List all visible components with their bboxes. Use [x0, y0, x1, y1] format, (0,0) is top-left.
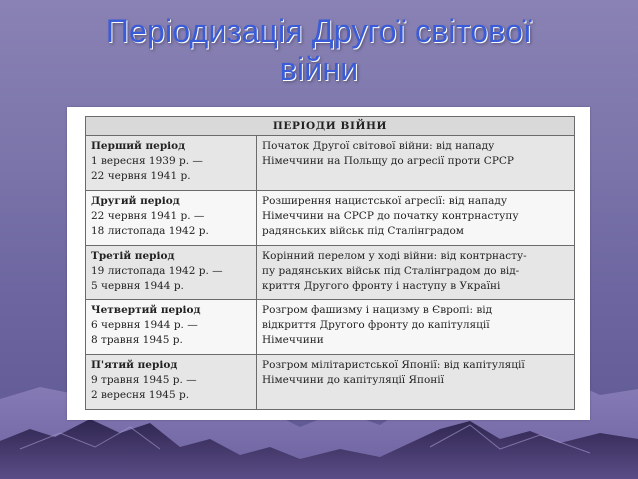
description-line: Розширення нацистської агресії: від нападу — [262, 194, 508, 207]
table-row — [86, 300, 575, 355]
description-line: Розгром мілітаристської Японії: від капітуляції — [262, 359, 525, 372]
period-description — [257, 190, 575, 245]
description-line: Німеччини на СРСР до початку контрнаступу — [262, 209, 519, 222]
period-cell — [86, 136, 257, 191]
description-line: радянських військ під Сталінградом — [262, 224, 464, 237]
periods-table-card — [67, 107, 590, 420]
period-date-end: 5 червня 1944 р. — [91, 279, 184, 292]
description-line: криття Другого фронту і наступу в Україні — [262, 279, 501, 292]
periods-table — [85, 116, 575, 410]
table-row — [86, 355, 575, 410]
table-header: ПЕРІОДИ ВІЙНИ — [86, 117, 575, 136]
period-name: Четвертий період — [91, 304, 201, 317]
slide-title — [0, 12, 638, 88]
period-date-start: 19 листопада 1942 р. — — [91, 264, 223, 277]
period-description — [257, 245, 575, 300]
period-name: Другий період — [91, 194, 180, 207]
period-date-end: 18 листопада 1942 р. — [91, 224, 209, 237]
period-date-end: 22 червня 1941 р. — [91, 170, 191, 182]
description-line: відкриття Другого фронту до капітуляції — [262, 319, 490, 332]
description-line: Початок Другої світової війни: від нападу — [262, 140, 495, 152]
table-row — [86, 136, 575, 191]
period-date-start: 1 вересня 1939 р. — — [91, 155, 203, 167]
period-date-end: 2 вересня 1945 р. — [91, 389, 190, 402]
period-description — [257, 300, 575, 355]
slide-title-line-1: Періодизація Другої світової — [105, 13, 533, 49]
period-cell — [86, 190, 257, 245]
description-line: Німеччини на Польщу до агресії проти СРСР — [262, 155, 514, 167]
period-name: П'ятий період — [91, 359, 178, 372]
period-date-start: 22 червня 1941 р. — — [91, 209, 205, 222]
period-date-start: 9 травня 1945 р. — — [91, 374, 197, 387]
description-line: Розгром фашизму і нацизму в Європі: від — [262, 304, 493, 317]
period-name: Перший період — [91, 140, 186, 152]
period-name: Третій період — [91, 249, 175, 262]
table-row — [86, 190, 575, 245]
period-date-end: 8 травня 1945 р. — [91, 334, 183, 347]
period-cell — [86, 355, 257, 410]
description-line: Німеччини — [262, 334, 324, 347]
table-row — [86, 245, 575, 300]
period-description — [257, 355, 575, 410]
period-cell — [86, 300, 257, 355]
period-description — [257, 136, 575, 191]
slide-title-line-2: війни — [279, 51, 359, 87]
period-cell — [86, 245, 257, 300]
description-line: Корінний перелом у ході війни: від контрнасту- — [262, 249, 527, 262]
description-line: пу радянських військ під Сталінградом до від- — [262, 264, 520, 277]
period-date-start: 6 червня 1944 р. — — [91, 319, 198, 332]
description-line: Німеччини до капітуляції Японії — [262, 374, 445, 387]
